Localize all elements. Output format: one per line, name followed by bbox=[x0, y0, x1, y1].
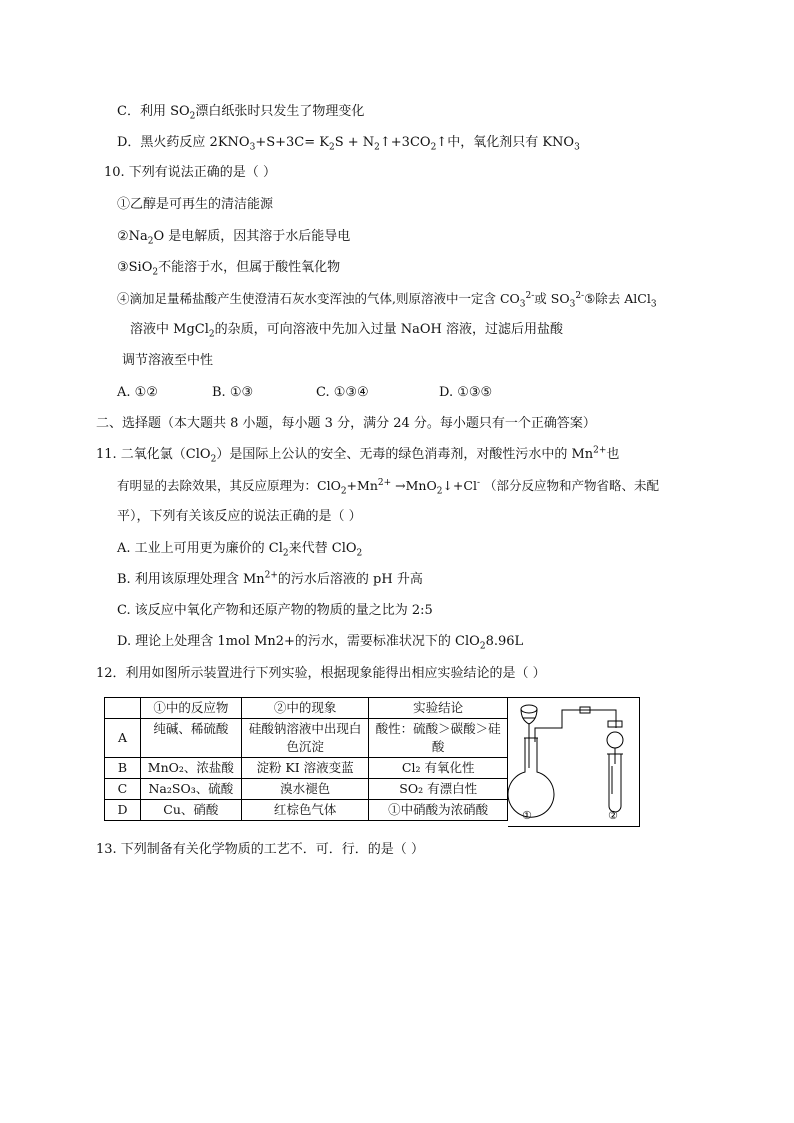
header-cell-key bbox=[105, 698, 141, 719]
row-key: A bbox=[105, 719, 141, 758]
row-key: D bbox=[105, 800, 141, 821]
row-reactants: Na₂SO₃、硫酸 bbox=[140, 779, 241, 800]
row-conclusion: Cl₂ 有氧化性 bbox=[369, 758, 508, 779]
row-reactants: MnO₂、浓盐酸 bbox=[140, 758, 241, 779]
q10-item-4-cont: 溶液中 MgCl$_2$的杂质，可向溶液中先加入过量 NaOH 溶液，过滤后用盐酸 bbox=[130, 322, 563, 340]
q11-option-b[interactable]: B. 利用该原理处理含 $Mn^{2+}$的污水后溶液的 pH 升高 bbox=[117, 570, 423, 587]
q11-option-a[interactable]: A. 工业上可用更为廉价的 $Cl_2$来代替 ClO$_2$ bbox=[117, 541, 363, 559]
q10-option-d[interactable]: D. ①③⑤ bbox=[439, 385, 493, 400]
q12-stem: 12．利用如图所示装置进行下列实验，根据现象能得出相应实验结论的是（ ） bbox=[96, 666, 546, 681]
q10-option-b[interactable]: B. ①③ bbox=[212, 385, 254, 400]
row-key: C bbox=[105, 779, 141, 800]
table-row bbox=[105, 758, 508, 779]
header-cell-reactants: ①中的反应物 bbox=[140, 698, 241, 719]
section-2-header: 二、选择题（本大题共 8 小题，每小题 3 分，满分 24 分。每小题只有一个正确答案） bbox=[96, 416, 596, 431]
header-cell-conclusion: 实验结论 bbox=[369, 698, 508, 719]
row-phenomenon: 淀粉 KI 溶液变蓝 bbox=[241, 758, 369, 779]
q11-stem-line3: 平），下列有关该反应的说法正确的是（ ） bbox=[117, 509, 362, 524]
q10-item-4: ④滴加足量稀盐酸产生使澄清石灰水变浑浊的气体,则原溶液中一定含 $CO_3^{2-}$或 $SO_3^{2-}⑤$除去 AlCl$_3$ bbox=[117, 290, 657, 310]
row-key: B bbox=[105, 758, 141, 779]
q9-option-d: D．黑火药反应 $2KNO_3+S+3C= K_2S$ + $N_2↑+3CO_2↑$中，氧化剂只有 $KNO_3$ bbox=[117, 135, 580, 153]
q11-option-c[interactable]: C. 该反应中氧化产物和还原产物的物质的量之比为 2:5 bbox=[117, 603, 433, 618]
q12-table bbox=[104, 697, 508, 821]
row-phenomenon: 红棕色气体 bbox=[241, 800, 369, 821]
apparatus-drawing bbox=[508, 698, 639, 827]
table-row bbox=[105, 800, 508, 821]
apparatus-label-2: ② bbox=[608, 809, 618, 822]
q11-stem-line2: 有明显的去除效果，其反应原理为：$ClO_2+Mn^{2+}$ →MnO$_2$↓+Cl- （部分反应物和产物省略、未配 bbox=[117, 477, 659, 497]
q10-option-c[interactable]: C. ①③④ bbox=[316, 385, 369, 400]
table-row bbox=[105, 719, 508, 758]
q10-item-4-end: 调节溶液至中性 bbox=[122, 353, 214, 368]
q13-stem: 13. 下列制备有关化学物质的工艺不．可．行．的是（ ） bbox=[96, 842, 424, 857]
q9-option-c: C．利用 $SO_2$漂白纸张时只发生了物理变化 bbox=[117, 104, 365, 122]
row-phenomenon: 溴水褪色 bbox=[241, 779, 369, 800]
row-conclusion: ①中硝酸为浓硝酸 bbox=[369, 800, 508, 821]
header-cell-phenomenon: ②中的现象 bbox=[241, 698, 369, 719]
row-reactants: 纯碱、稀硫酸 bbox=[140, 719, 241, 758]
q10-options bbox=[117, 384, 492, 402]
table-header-row bbox=[105, 698, 508, 719]
q10-option-a[interactable]: A. ①② bbox=[117, 385, 158, 400]
q10-item-1: ①乙醇是可再生的清洁能源 bbox=[117, 197, 274, 212]
apparatus-diagram bbox=[508, 697, 640, 827]
row-conclusion: SO₂ 有漂白性 bbox=[369, 779, 508, 800]
apparatus-label-1: ① bbox=[522, 809, 532, 822]
row-phenomenon: 硅酸钠溶液中出现白色沉淀 bbox=[241, 719, 369, 758]
row-reactants: Cu、硝酸 bbox=[140, 800, 241, 821]
table-row bbox=[105, 779, 508, 800]
q10-stem: 10. 下列有说法正确的是（ ） bbox=[104, 165, 276, 180]
q10-item-2: $②Na_2O$ 是电解质，因其溶于水后能导电 bbox=[117, 229, 351, 247]
q10-item-3: ③SiO$_2$不能溶于水，但属于酸性氧化物 bbox=[117, 260, 341, 278]
q11-stem-line1: 11. 二氧化氯（ClO$_2$）是国际上公认的安全、无毒的绿色消毒剂，对酸性污水中的 $Mn^{2+}$也 bbox=[96, 445, 620, 465]
row-conclusion: 酸性：硫酸＞碳酸＞硅酸 bbox=[369, 719, 508, 758]
q11-option-d[interactable]: D. 理论上处理含 1mol Mn2+的污水，需要标准状况下的 ClO$_2$8.96L bbox=[117, 634, 524, 652]
